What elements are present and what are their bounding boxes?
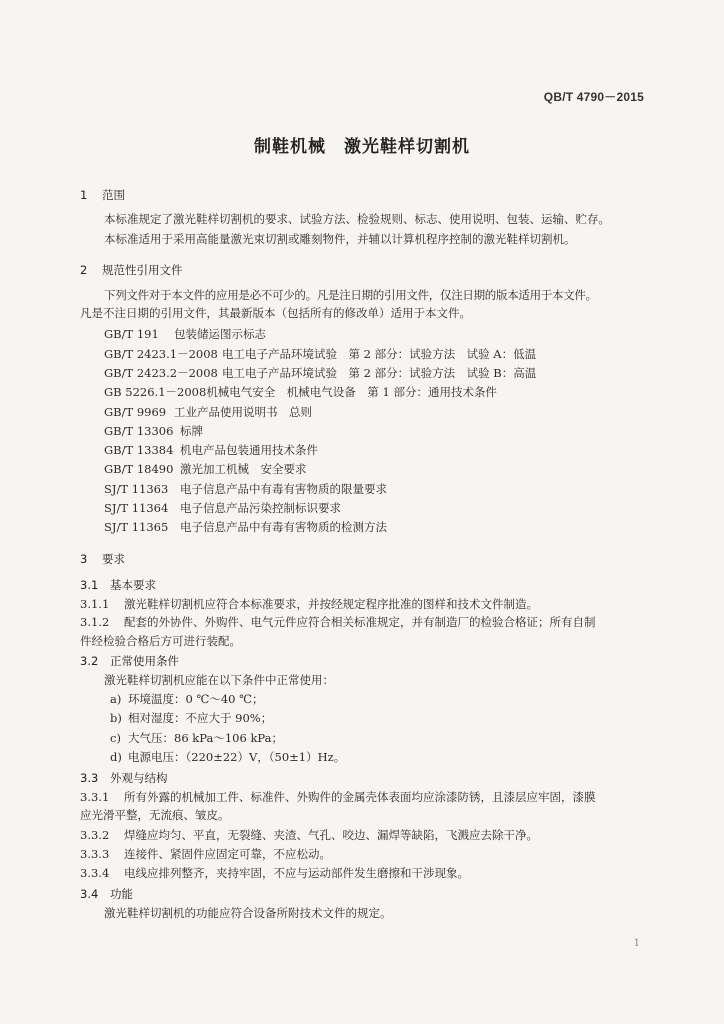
reference-name: 机械电气安全 机械电气设备 第 1 部分：通用技术条件	[206, 385, 497, 399]
list-text: 环境温度：0 ℃～40 ℃；	[128, 692, 264, 706]
subsection-title: 功能	[110, 887, 133, 901]
reference-item	[104, 385, 497, 399]
clause-number: 3.3.3	[80, 847, 110, 861]
reference-code: GB/T 13306	[104, 424, 174, 438]
clause-number: 3.1.1	[80, 597, 110, 611]
list-label: d)	[110, 750, 122, 764]
page-number: 1	[633, 938, 640, 949]
subsection-number: 3.4	[80, 887, 99, 901]
reference-item	[104, 520, 387, 534]
section-1-heading	[80, 188, 125, 202]
subsection-number: 3.1	[80, 578, 99, 592]
clause	[80, 790, 596, 804]
subsection-number: 3.3	[80, 771, 99, 785]
paragraph: 本标准规定了激光鞋样切割机的要求、试验方法、检验规则、标志、使用说明、包装、运输、贮存。	[104, 212, 610, 226]
standard-number: QB/T 4790－2015	[543, 90, 644, 104]
clause	[80, 847, 331, 861]
paragraph: 激光鞋样切割机的功能应符合设备所附技术文件的规定。	[104, 906, 392, 920]
reference-item	[104, 366, 536, 380]
reference-item	[104, 501, 341, 515]
reference-code: SJ/T 11364	[104, 501, 169, 515]
document-title: 制鞋机械 激光鞋样切割机	[254, 137, 470, 157]
clause	[80, 866, 469, 880]
clause	[80, 828, 538, 842]
clause-number: 3.1.2	[80, 615, 110, 629]
clause-number: 3.3.2	[80, 828, 110, 842]
list-text: 电源电压：（220±22）V，（50±1）Hz。	[128, 750, 346, 764]
clause-continuation: 应光滑平整，无流痕、皱皮。	[80, 808, 230, 822]
subsection-title: 基本要求	[110, 578, 156, 592]
reference-item	[104, 462, 307, 476]
reference-item	[104, 405, 312, 419]
clause-text: 所有外露的机械加工件、标准件、外购件的金属壳体表面均应涂漆防锈，且漆层应牢固，漆膜	[124, 790, 596, 804]
reference-name: 电工电子产品环境试验 第 2 部分：试验方法 试验 A：低温	[222, 347, 537, 361]
list-label: c)	[110, 731, 121, 745]
section-2-heading	[80, 263, 183, 277]
reference-code: GB/T 191	[104, 327, 159, 341]
subsection-title: 正常使用条件	[110, 654, 179, 668]
section-title: 规范性引用文件	[102, 263, 183, 277]
reference-code: GB/T 18490	[104, 462, 174, 476]
section-title: 要求	[102, 552, 125, 566]
section-number: 2	[80, 263, 88, 277]
reference-name: 机电产品包装通用技术条件	[180, 443, 318, 457]
list-label: a)	[110, 692, 122, 706]
reference-name: 激光加工机械 安全要求	[180, 462, 307, 476]
subsection-number: 3.2	[80, 654, 99, 668]
reference-item	[104, 327, 266, 341]
reference-name: 电子信息产品中有毒有害物质的检测方法	[180, 520, 387, 534]
reference-code: GB/T 2423.2－2008	[104, 366, 218, 380]
subsection-heading	[80, 578, 156, 592]
reference-code: GB/T 9969	[104, 405, 167, 419]
reference-item	[104, 482, 387, 496]
list-text: 大气压：86 kPa～106 kPa；	[128, 731, 283, 745]
paragraph: 凡是不注日期的引用文件，其最新版本（包括所有的修改单）适用于本文件。	[80, 306, 471, 320]
reference-code: GB 5226.1－2008	[104, 385, 207, 399]
reference-item	[104, 424, 203, 438]
paragraph: 本标准适用于采用高能量激光束切割或雕刻物件，并辅以计算机程序控制的激光鞋样切割机。	[104, 232, 576, 246]
clause-number: 3.3.1	[80, 790, 110, 804]
list-text: 相对湿度：不应大于 90%；	[128, 711, 273, 725]
subsection-title: 外观与结构	[110, 771, 168, 785]
subsection-heading	[80, 771, 168, 785]
clause-text: 焊缝应均匀、平直，无裂缝、夹渣、气孔、咬边、漏焊等缺陷，飞溅应去除干净。	[124, 828, 538, 842]
clause	[80, 597, 538, 611]
reference-code: SJ/T 11363	[104, 482, 169, 496]
reference-name: 电子信息产品污染控制标识要求	[180, 501, 341, 515]
list-label: b)	[110, 711, 122, 725]
reference-code: SJ/T 11365	[104, 520, 169, 534]
reference-name: 包装储运图示标志	[174, 327, 266, 341]
clause	[80, 615, 596, 629]
reference-item	[104, 347, 536, 361]
subsection-heading	[80, 887, 133, 901]
clause-text: 配套的外协件、外购件、电气元件应符合相关标准规定，并有制造厂的检验合格证；所有自制	[124, 615, 596, 629]
clause-text: 连接件、紧固件应固定可靠，不应松动。	[124, 847, 331, 861]
clause-text: 激光鞋样切割机应符合本标准要求，并按经规定程序批准的图样和技术文件制造。	[124, 597, 538, 611]
clause-continuation: 件经检验合格后方可进行装配。	[80, 634, 241, 648]
reference-name: 电工电子产品环境试验 第 2 部分：试验方法 试验 B：高温	[222, 366, 537, 380]
reference-code: GB/T 2423.1－2008	[104, 347, 218, 361]
section-number: 3	[80, 552, 88, 566]
paragraph: 激光鞋样切割机应能在以下条件中正常使用：	[104, 673, 334, 687]
list-item	[110, 750, 345, 764]
reference-name: 工业产品使用说明书 总则	[174, 405, 312, 419]
section-number: 1	[80, 188, 88, 202]
clause-number: 3.3.4	[80, 866, 110, 880]
reference-name: 标牌	[180, 424, 203, 438]
clause-text: 电线应排列整齐，夹持牢固，不应与运动部件发生磨擦和干涉现象。	[124, 866, 469, 880]
paragraph: 下列文件对于本文件的应用是必不可少的。凡是注日期的引用文件，仅注日期的版本适用于本文件。	[104, 288, 597, 302]
list-item	[110, 711, 272, 725]
list-item	[110, 692, 264, 706]
list-item	[110, 731, 283, 745]
reference-item	[104, 443, 318, 457]
subsection-heading	[80, 654, 179, 668]
reference-name: 电子信息产品中有毒有害物质的限量要求	[180, 482, 387, 496]
section-title: 范围	[102, 188, 125, 202]
section-3-heading	[80, 552, 125, 566]
reference-code: GB/T 13384	[104, 443, 174, 457]
